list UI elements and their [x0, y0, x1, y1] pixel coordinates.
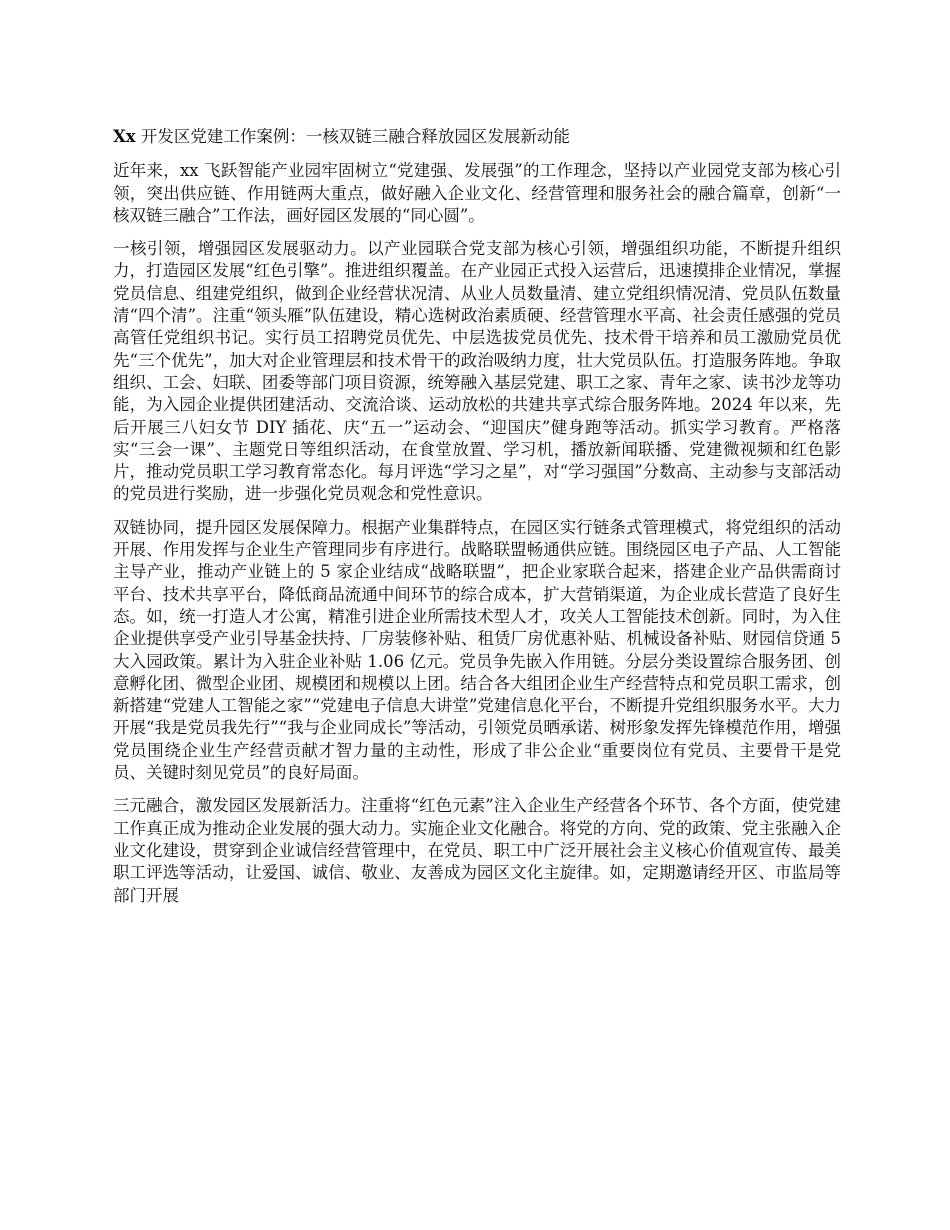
document-title-text: 开发区党建工作案例：一核双链三融合释放园区发展新动能	[135, 127, 570, 146]
paragraph-two-chains: 双链协同，提升园区发展保障力。根据产业集群特点，在园区实行链条式管理模式，将党组织的活动开展、作用发挥与企业生产管理同步有序进行。战略联盟畅通供应链。围绕园区电子产品、人工智能主导产业，推动产业链上的 5 家企业结成“战略联盟”，把企业家联合起来，搭建企业产品供需商讨平台、技术共享平台，降低商品流通中间环节的综合成本，扩大营销渠道，为企业成长营造了良好生态。如，统一打造人才公寓，精准引进企业所需技术型人才，攻关人工智能技术创新。同时，为入住企业提供享受产业引导基金扶持、厂房装修补贴、租赁厂房优惠补贴、机械设备补贴、财园信贷通 5 大入园政策。累计为入驻企业补贴 1.06 亿元。党员争先嵌入作用链。分层分类设置综合服务团、创意孵化团、微型企业团、规模团和规模以上团。结合各大组团企业生产经营特点和党员职工需求，创新搭建“党建人工智能之家”“党建电子信息大讲堂”党建信息化平台，不断提升党组织服务水平。大力开展“我是党员我先行”“我与企业同成长”等活动，引领党员晒承诺、树形象发挥先锋模范作用，增强党员围绕企业生产经营贡献才智力量的主动性，形成了非公企业“重要岗位有党员、主要骨干是党员、关键时刻见党员”的良好局面。	[113, 517, 841, 783]
paragraph-three-integrations: 三元融合，激发园区发展新活力。注重将“红色元素”注入企业生产经营各个环节、各个方面，使党建工作真正成为推动企业发展的强大动力。实施企业文化融合。将党的方向、党的政策、党主张融入企业文化建设，贯穿到企业诚信经营管理中，在党员、职工中广泛开展社会主义核心价值观宣传、最美职工评选等活动，让爱国、诚信、敬业、友善成为园区文化主旋律。如，定期邀请经开区、市监局等部门开展	[113, 796, 841, 905]
document-body	[113, 126, 841, 918]
document-title-prefix: Xx	[113, 127, 136, 146]
paragraph-one-core: 一核引领，增强园区发展驱动力。以产业园联合党支部为核心引领，增强组织功能，不断提升组织力，打造园区发展“红色引擎”。推进组织覆盖。在产业园正式投入运营后，迅速摸排企业情况，掌握党员信息、组建党组织，做到企业经营状况清、从业人员数量清、建立党组织情况清、党员队伍数量清“四个清”。注重“领头雁”队伍建设，精心选树政治素质硬、经营管理水平高、社会责任感强的党员高管任党组织书记。实行员工招聘党员优先、中层选拔党员优先、技术骨干培养和员工激励党员优先“三个优先”，加大对企业管理层和技术骨干的政治吸纳力度，壮大党员队伍。打造服务阵地。争取组织、工会、妇联、团委等部门项目资源，统筹融入基层党建、职工之家、青年之家、读书沙龙等功能，为入园企业提供团建活动、交流洽谈、运动放松的共建共享式综合服务阵地。2024 年以来，先后开展三八妇女节 DIY 插花、庆“五一”运动会、“迎国庆”健身跑等活动。抓实学习教育。严格落实“三会一课”、主题党日等组织活动，在食堂放置、学习机，播放新闻联播、党建微视频和红色影片，推动党员职工学习教育常态化。每月评选“学习之星”，对“学习强国”分数高、主动参与支部活动的党员进行奖励，进一步强化党员观念和党性意识。	[113, 239, 841, 504]
document-title	[113, 126, 841, 148]
paragraph-intro: 近年来，xx 飞跃智能产业园牢固树立“党建强、发展强”的工作理念，坚持以产业园党支部为核心引领，突出供应链、作用链两大重点，做好融入企业文化、经营管理和服务社会的融合篇章，创新“一核双链三融合”工作法，画好园区发展的“同心圆”。	[113, 161, 841, 225]
